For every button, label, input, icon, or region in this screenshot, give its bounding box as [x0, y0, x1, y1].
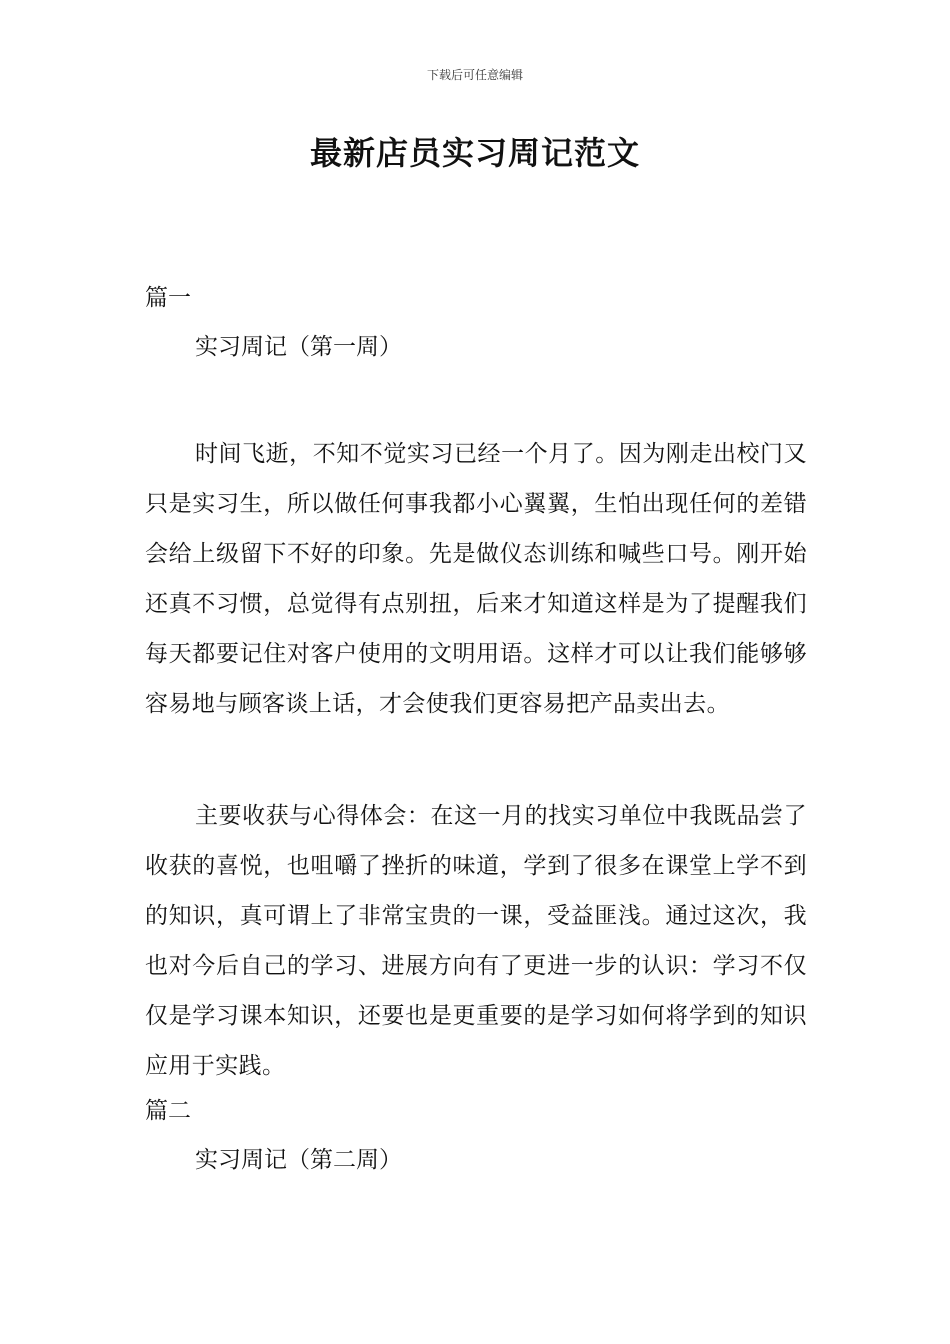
- document-body: [145, 278, 807, 1180]
- paragraph-2: 主要收获与心得体会：在这一月的找实习单位中我既品尝了收获的喜悦，也咀嚼了挫折的味道，学到了很多在课堂上学不到的知识，真可谓上了非常宝贵的一课，受益匪浅。通过这次，我也对今后自己的学习、进展方向有了更进一步的认识：学习不仅仅是学习课本知识，还要也是更重要的是学习如何将学到的知识应用于实践。: [145, 803, 807, 1079]
- document-title: 最新店员实习周记范文: [309, 134, 640, 172]
- section-subtitle-2: 实习周记（第二周）: [195, 1147, 402, 1173]
- header-note: 下载后可任意编辑: [426, 68, 523, 82]
- section-subtitle-1: 实习周记（第一周）: [195, 334, 402, 360]
- section-label-1: 篇一: [145, 285, 191, 311]
- paragraph-1: 时间飞逝，不知不觉实习已经一个月了。因为刚走出校门又只是实习生，所以做任何事我都小心翼翼，生怕出现任何的差错会给上级留下不好的印象。先是做仪态训练和喊些口号。刚开始还真不习惯，总觉得有点别扭，后来才知道这样是为了提醒我们每天都要记住对客户使用的文明用语。这样才可以让我们能够够容易地与顾客谈上话，才会使我们更容易把产品卖出去。: [145, 441, 807, 717]
- section-label-2: 篇二: [145, 1098, 191, 1124]
